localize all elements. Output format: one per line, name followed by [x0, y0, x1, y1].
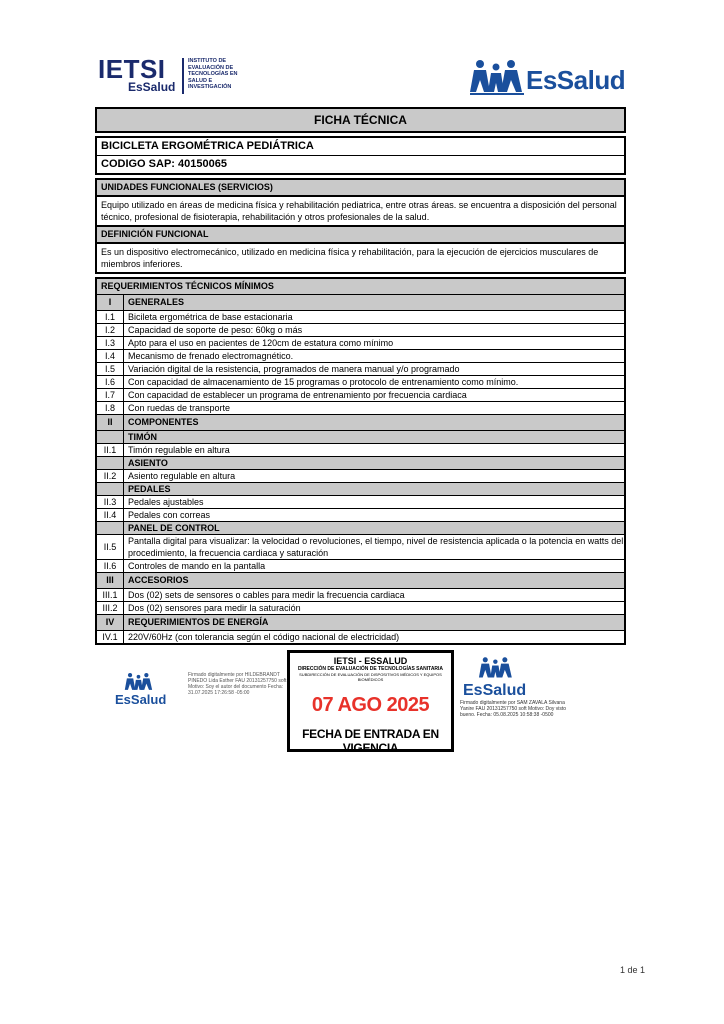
- requirement-text: Con capacidad de almacenamiento de 15 programas o protocolo de entrenamiento como mínimo.: [128, 377, 519, 387]
- requirement-number: III.1: [97, 589, 124, 601]
- requirement-number: IV: [97, 615, 124, 630]
- stamp-subdirection: SUBDIRECCIÓN DE EVALUACIÓN DE DISPOSITIVOS MÉDICOS Y EQUIPOS BIOMÉDICOS: [299, 672, 442, 682]
- definition-heading: DEFINICIÓN FUNCIONAL: [95, 227, 626, 244]
- requirement-row: [97, 535, 624, 560]
- requirement-number: II.5: [97, 535, 124, 559]
- requirements-rows: [97, 295, 624, 643]
- requirement-section-row: [97, 295, 624, 311]
- signer1-digital-signature: Firmado digitalmente por HILDEBRANDT PINEDO Lida Esther FAU 20131257750 soft Motivo: Soy el autor del documento Fecha: 31.07.2025 17:26:58 -05:00: [188, 672, 287, 696]
- sheet-title: FICHA TÉCNICA: [95, 107, 626, 133]
- requirement-number: I.7: [97, 389, 124, 401]
- requirement-row: [97, 470, 624, 483]
- requirement-text: 220V/60Hz (con tolerancia según el código nacional de electricidad): [128, 632, 400, 642]
- requirement-number: [97, 483, 124, 495]
- units-text: Equipo utilizado en áreas de medicina física y rehabilitación pediatrica, entre otras áreas. se encuentra a disposición del personal técnico, profesional de fisioterapia, rehabilitación y otros profesionales de la salud.: [95, 197, 626, 227]
- requirement-text: Dos (02) sets de sensores o cables para medir la frecuencia cardiaca: [128, 590, 405, 600]
- requirement-row: [97, 324, 624, 337]
- requirement-number: II.1: [97, 444, 124, 456]
- requirement-text: ASIENTO: [128, 458, 168, 468]
- requirement-text: Dos (02) sensores para medir la saturación: [128, 603, 301, 613]
- requirement-number: II: [97, 415, 124, 430]
- units-heading: UNIDADES FUNCIONALES (SERVICIOS): [95, 178, 626, 197]
- signer2-logo-word: EsSalud: [463, 682, 527, 699]
- requirement-number: I.4: [97, 350, 124, 362]
- technical-sheet: [95, 107, 626, 645]
- requirement-text: COMPONENTES: [128, 417, 199, 427]
- stamp-caption: FECHA DE ENTRADA EN VIGENCIA: [302, 727, 439, 755]
- requirement-row: [97, 496, 624, 509]
- requirement-row: [97, 376, 624, 389]
- requirement-number: III.2: [97, 602, 124, 614]
- stamp-direction: DIRECCIÓN DE EVALUACIÓN DE TECNOLOGÍAS SANITARIA: [297, 666, 444, 672]
- requirement-number: I: [97, 295, 124, 310]
- requirement-number: II.2: [97, 470, 124, 482]
- ietsi-divider: [182, 58, 184, 94]
- family-icon: [470, 58, 524, 96]
- requirement-number: I.5: [97, 363, 124, 375]
- signer2-digital-signature: Firmado digitalmente por SAM ZAVALA Silvana Yanire FAU 20131257750 soft Motivo: Doy visto bueno. Fecha: 05.08.2025 10:58:38 -0500: [460, 700, 567, 719]
- requirement-row: [97, 602, 624, 615]
- requirement-number: III: [97, 573, 124, 588]
- stamp-date: 07 AGO 2025: [311, 694, 430, 716]
- requirement-row: [97, 350, 624, 363]
- requirement-number: IV.1: [97, 631, 124, 643]
- signer1-logo: [115, 672, 167, 710]
- product-block: [95, 136, 626, 175]
- requirement-section-row: [97, 415, 624, 431]
- requirement-number: II.4: [97, 509, 124, 521]
- requirement-row: [97, 363, 624, 376]
- requirement-text: Con capacidad de establecer un programa de entrenamiento por frecuencia cardiaca: [128, 390, 467, 400]
- requirement-text: Pantalla digital para visualizar: la velocidad o revoluciones, el tiempo, nivel de resistencia aplicada o la potencia en watts del procedimiento, la frecuencia cardiaca y saturación: [128, 536, 624, 558]
- ietsi-essalud-wordmark: EsSalud: [128, 80, 176, 94]
- requirement-row: [97, 509, 624, 522]
- requirement-number: [97, 457, 124, 469]
- requirement-text: Pedales ajustables: [128, 497, 204, 507]
- stamp-org: IETSI - ESSALUD: [333, 656, 408, 666]
- requirement-text: TIMÓN: [128, 432, 157, 442]
- requirement-text: REQUERIMIENTOS DE ENERGÍA: [128, 617, 269, 627]
- requirement-text: Variación digital de la resistencia, programados de manera manual y/o programado: [128, 364, 460, 374]
- requirement-text: PANEL DE CONTROL: [128, 523, 220, 533]
- requirement-row: [97, 402, 624, 415]
- requirement-row: [97, 337, 624, 350]
- requirement-number: II.3: [97, 496, 124, 508]
- family-icon: [477, 656, 515, 680]
- requirement-number: I.8: [97, 402, 124, 414]
- product-name: BICICLETA ERGOMÉTRICA PEDIÁTRICA: [101, 140, 314, 152]
- requirement-text: PEDALES: [128, 484, 171, 494]
- essalud-logo: [470, 58, 630, 96]
- requirement-number: [97, 431, 124, 443]
- requirement-row: [97, 444, 624, 457]
- requirement-text: Capacidad de soporte de peso: 60kg o más: [128, 325, 303, 335]
- requirement-number: [97, 522, 124, 534]
- ietsi-wordmark: IETSI: [98, 54, 166, 84]
- requirement-number: I.6: [97, 376, 124, 388]
- requirement-section-row: [97, 457, 624, 470]
- requirement-section-row: [97, 522, 624, 535]
- validity-stamp: [287, 650, 454, 755]
- requirement-section-row: [97, 483, 624, 496]
- ietsi-logo: [98, 56, 258, 96]
- requirement-section-row: [97, 431, 624, 444]
- definition-text: Es un dispositivo electromecánico, utilizado en medicina física y rehabilitación, para la ejecución de ejercicios musculares de miembros inferiores.: [95, 244, 626, 274]
- requirement-row: [97, 311, 624, 324]
- requirement-row: [97, 560, 624, 573]
- requirements-table: [95, 277, 626, 645]
- page-number: 1 de 1: [620, 965, 646, 975]
- requirement-number: I.3: [97, 337, 124, 349]
- requirement-text: Timón regulable en altura: [128, 445, 230, 455]
- requirement-row: [97, 589, 624, 602]
- requirement-text: Con ruedas de transporte: [128, 403, 231, 413]
- sap-code: CODIGO SAP: 40150065: [97, 155, 624, 173]
- family-icon: [123, 672, 155, 692]
- signer2-logo: [463, 656, 533, 700]
- requirement-section-row: [97, 615, 624, 631]
- requirement-text: Bicileta ergométrica de base estacionaria: [128, 312, 293, 322]
- requirement-section-row: [97, 573, 624, 589]
- signer1-logo-word: EsSalud: [115, 692, 167, 707]
- requirement-row: [97, 631, 624, 643]
- requirement-text: Apto para el uso en pacientes de 120cm de estatura como mínimo: [128, 338, 394, 348]
- requirement-number: I.2: [97, 324, 124, 336]
- requirement-text: Mecanismo de frenado electromagnético.: [128, 351, 294, 361]
- requirement-number: I.1: [97, 311, 124, 323]
- ietsi-institute-text: INSTITUTO DE EVALUACIÓN DE TECNOLOGÍAS EN SALUD E INVESTIGACIÓN: [188, 58, 238, 91]
- requirement-text: Controles de mando en la pantalla: [128, 561, 266, 571]
- requirement-text: Pedales con correas: [128, 510, 211, 520]
- requirement-text: GENERALES: [128, 297, 185, 307]
- requirement-text: Asiento regulable en altura: [128, 471, 236, 481]
- requirements-heading: REQUERIMIENTOS TÉCNICOS MÍNIMOS: [97, 279, 624, 295]
- requirement-number: II.6: [97, 560, 124, 572]
- essalud-wordmark: EsSalud: [526, 65, 626, 95]
- requirement-text: ACCESORIOS: [128, 575, 189, 585]
- requirement-row: [97, 389, 624, 402]
